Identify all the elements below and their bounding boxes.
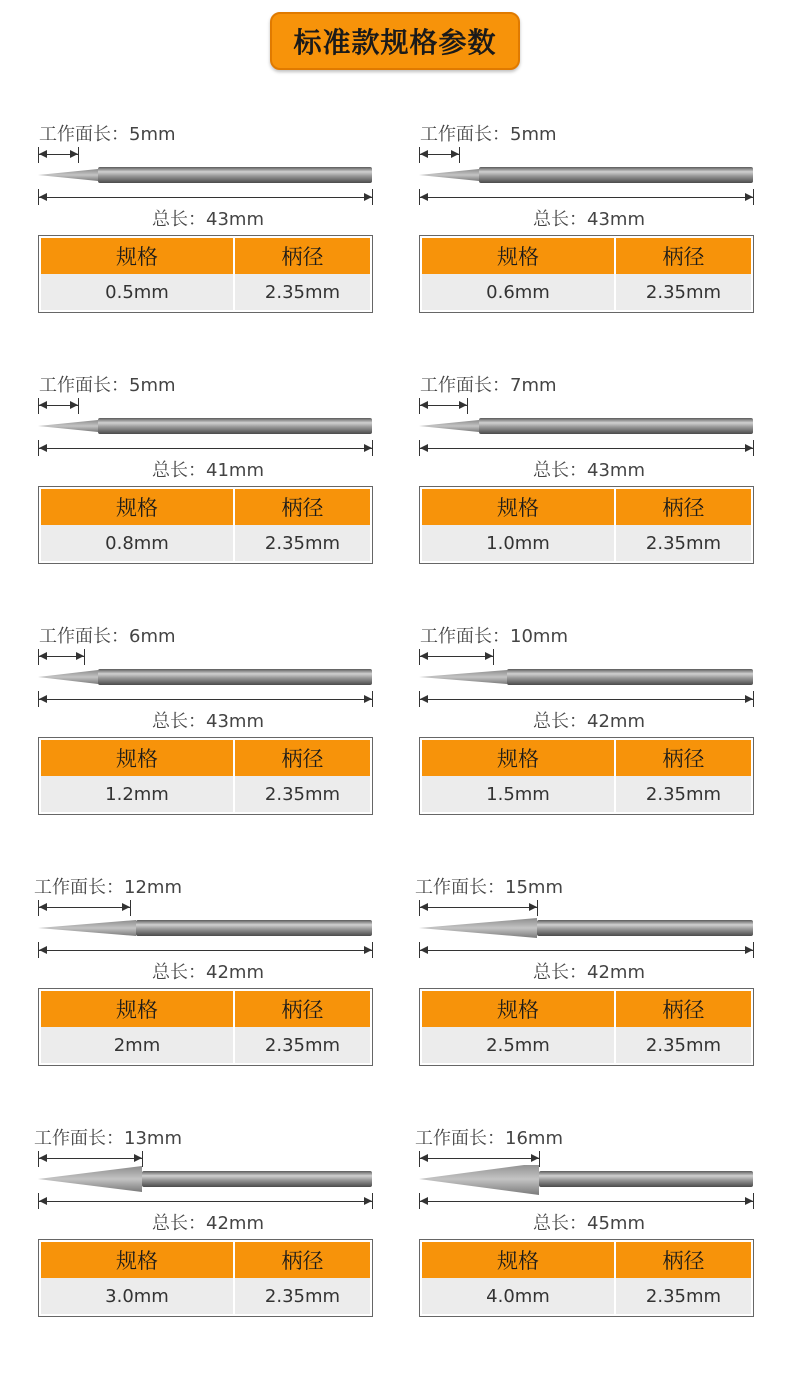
- spec-table: [38, 737, 373, 815]
- spec-value: 2mm: [41, 1027, 235, 1063]
- shank-value: 2.35mm: [645, 783, 722, 805]
- arrow-right-icon: [745, 1197, 753, 1205]
- spec-table-header: [41, 238, 370, 274]
- total-dimension-line: [38, 448, 372, 449]
- total-length-prefix: 总长：: [533, 962, 587, 983]
- arrow-right-icon: [531, 1154, 539, 1162]
- work-length-value: 7mm: [510, 375, 557, 396]
- arrow-left-icon: [39, 903, 47, 911]
- work-length-value: 13mm: [124, 1128, 182, 1149]
- header-shank: 柄径: [281, 245, 324, 269]
- arrow-right-icon: [76, 652, 84, 660]
- total-length-prefix: 总长：: [533, 460, 587, 481]
- header-spec: 规格: [41, 740, 235, 776]
- spec-table: [38, 1239, 373, 1317]
- work-length-label: [39, 627, 176, 647]
- spec-table-row: [422, 776, 751, 812]
- total-length-value: 43mm: [206, 209, 264, 230]
- arrow-left-icon: [39, 695, 47, 703]
- work-length-label: [415, 1129, 563, 1149]
- header-shank: 柄径: [281, 747, 324, 771]
- arrow-right-icon: [70, 401, 78, 409]
- total-length-label: [38, 963, 378, 983]
- work-length-prefix: 工作面长：: [420, 375, 510, 396]
- arrow-right-icon: [459, 401, 467, 409]
- work-length-prefix: 工作面长：: [34, 877, 124, 898]
- total-dimension-tick: [372, 189, 373, 205]
- arrow-left-icon: [39, 444, 47, 452]
- total-length-label: [419, 712, 759, 732]
- total-length-prefix: 总长：: [152, 962, 206, 983]
- total-dimension-line: [38, 197, 372, 198]
- total-length-value: 45mm: [587, 1213, 645, 1234]
- total-dimension-line: [419, 950, 753, 951]
- spec-value: 0.8mm: [41, 525, 235, 561]
- total-length-value: 42mm: [206, 962, 264, 983]
- spec-table: [38, 235, 373, 313]
- arrow-right-icon: [485, 652, 493, 660]
- spec-table: [38, 486, 373, 564]
- shank-value: 2.35mm: [264, 783, 341, 805]
- work-length-prefix: 工作面长：: [39, 626, 129, 647]
- spec-table-header: [41, 991, 370, 1027]
- total-length-prefix: 总长：: [152, 460, 206, 481]
- header-spec: 规格: [422, 991, 616, 1027]
- spec-table-row: [422, 1027, 751, 1063]
- arrow-right-icon: [122, 903, 130, 911]
- work-length-value: 5mm: [510, 124, 557, 145]
- header-spec: 规格: [422, 1242, 616, 1278]
- spec-card: [38, 627, 378, 847]
- work-length-value: 16mm: [505, 1128, 563, 1149]
- spec-table-row: [422, 274, 751, 310]
- work-length-label: [420, 627, 568, 647]
- spec-table: [419, 486, 754, 564]
- spec-card: [415, 877, 759, 1098]
- spec-table-header: [422, 1242, 751, 1278]
- engraving-bit-illustration: [38, 412, 378, 442]
- total-length-prefix: 总长：: [152, 711, 206, 732]
- spec-card: [34, 1128, 378, 1349]
- arrow-right-icon: [364, 444, 372, 452]
- spec-value: 1.2mm: [41, 776, 235, 812]
- work-length-label: [34, 878, 182, 898]
- spec-card: [38, 125, 378, 345]
- arrow-left-icon: [420, 903, 428, 911]
- header-shank: 柄径: [281, 998, 324, 1022]
- total-dimension-tick: [753, 1193, 754, 1209]
- spec-value: 1.0mm: [422, 525, 616, 561]
- header-shank: 柄径: [662, 998, 705, 1022]
- total-length-label: [38, 1214, 378, 1234]
- total-dimension-tick: [372, 1193, 373, 1209]
- total-dimension-tick: [372, 691, 373, 707]
- total-length-value: 43mm: [206, 711, 264, 732]
- spec-card: [415, 1128, 759, 1349]
- work-length-value: 5mm: [129, 124, 176, 145]
- header-shank: 柄径: [662, 245, 705, 269]
- header-shank: 柄径: [281, 1249, 324, 1273]
- arrow-right-icon: [529, 903, 537, 911]
- spec-table-row: [41, 274, 370, 310]
- total-length-prefix: 总长：: [533, 209, 587, 230]
- engraving-bit-illustration: [419, 663, 759, 693]
- engraving-bit-illustration: [38, 663, 378, 693]
- arrow-right-icon: [364, 946, 372, 954]
- shank-value: 2.35mm: [264, 532, 341, 554]
- spec-table-row: [41, 525, 370, 561]
- spec-table-header: [41, 489, 370, 525]
- header-spec: 规格: [41, 991, 235, 1027]
- spec-table: [419, 988, 754, 1066]
- work-dimension-line: [419, 1158, 539, 1159]
- engraving-bit-illustration: [419, 914, 759, 944]
- header-shank: 柄径: [662, 496, 705, 520]
- total-dimension-tick: [753, 440, 754, 456]
- engraving-bit-illustration: [38, 914, 378, 944]
- arrow-left-icon: [39, 946, 47, 954]
- work-length-value: 5mm: [129, 375, 176, 396]
- work-length-label: [39, 125, 176, 145]
- total-length-label: [38, 461, 378, 481]
- engraving-bit-illustration: [419, 1165, 759, 1195]
- arrow-right-icon: [745, 695, 753, 703]
- header-spec: 规格: [41, 238, 235, 274]
- total-length-value: 41mm: [206, 460, 264, 481]
- spec-table-row: [422, 525, 751, 561]
- work-length-label: [420, 125, 557, 145]
- page-title: 标准款规格参数: [270, 12, 520, 70]
- total-dimension-tick: [372, 440, 373, 456]
- arrow-right-icon: [745, 444, 753, 452]
- arrow-right-icon: [745, 946, 753, 954]
- total-length-prefix: 总长：: [533, 711, 587, 732]
- arrow-right-icon: [745, 193, 753, 201]
- engraving-bit-illustration: [419, 161, 759, 191]
- total-length-value: 43mm: [587, 460, 645, 481]
- spec-table-row: [41, 1278, 370, 1314]
- spec-table-header: [422, 238, 751, 274]
- work-dimension-line: [38, 907, 130, 908]
- total-length-prefix: 总长：: [533, 1213, 587, 1234]
- arrow-left-icon: [420, 652, 428, 660]
- work-dimension-line: [419, 656, 493, 657]
- work-length-prefix: 工作面长：: [420, 626, 510, 647]
- spec-table: [419, 1239, 754, 1317]
- arrow-right-icon: [364, 1197, 372, 1205]
- spec-table-row: [41, 1027, 370, 1063]
- arrow-left-icon: [420, 150, 428, 158]
- header-shank: 柄径: [662, 1249, 705, 1273]
- arrow-left-icon: [39, 401, 47, 409]
- arrow-left-icon: [39, 1197, 47, 1205]
- total-length-value: 43mm: [587, 209, 645, 230]
- engraving-bit-illustration: [419, 412, 759, 442]
- arrow-right-icon: [134, 1154, 142, 1162]
- shank-value: 2.35mm: [264, 281, 341, 303]
- spec-table-row: [422, 1278, 751, 1314]
- header-spec: 规格: [422, 238, 616, 274]
- header-spec: 规格: [41, 489, 235, 525]
- arrow-right-icon: [70, 150, 78, 158]
- arrow-left-icon: [420, 946, 428, 954]
- arrow-left-icon: [420, 401, 428, 409]
- shank-value: 2.35mm: [645, 281, 722, 303]
- engraving-bit-illustration: [38, 161, 378, 191]
- total-dimension-line: [38, 1201, 372, 1202]
- total-dimension-line: [38, 699, 372, 700]
- spec-value: 4.0mm: [422, 1278, 616, 1314]
- spec-table-header: [41, 740, 370, 776]
- total-dimension-line: [419, 448, 753, 449]
- total-length-label: [38, 712, 378, 732]
- total-length-label: [38, 210, 378, 230]
- total-dimension-line: [419, 699, 753, 700]
- spec-card: [38, 376, 378, 596]
- work-length-prefix: 工作面长：: [415, 877, 505, 898]
- work-length-value: 6mm: [129, 626, 176, 647]
- work-length-prefix: 工作面长：: [39, 124, 129, 145]
- total-length-label: [419, 461, 759, 481]
- engraving-bit-illustration: [38, 1165, 378, 1195]
- spec-card: [419, 125, 759, 345]
- total-dimension-tick: [753, 691, 754, 707]
- work-length-value: 15mm: [505, 877, 563, 898]
- total-length-prefix: 总长：: [152, 1213, 206, 1234]
- spec-table: [419, 235, 754, 313]
- work-length-prefix: 工作面长：: [420, 124, 510, 145]
- header-shank: 柄径: [281, 496, 324, 520]
- total-length-value: 42mm: [587, 962, 645, 983]
- arrow-left-icon: [420, 695, 428, 703]
- header-spec: 规格: [422, 740, 616, 776]
- spec-table-header: [41, 1242, 370, 1278]
- work-length-prefix: 工作面长：: [415, 1128, 505, 1149]
- total-dimension-line: [38, 950, 372, 951]
- arrow-left-icon: [420, 1197, 428, 1205]
- arrow-left-icon: [39, 193, 47, 201]
- total-length-label: [419, 963, 759, 983]
- total-length-value: 42mm: [587, 711, 645, 732]
- total-length-label: [419, 210, 759, 230]
- spec-table-header: [422, 489, 751, 525]
- spec-table-row: [41, 776, 370, 812]
- arrow-right-icon: [364, 193, 372, 201]
- arrow-left-icon: [420, 1154, 428, 1162]
- arrow-left-icon: [39, 652, 47, 660]
- work-length-prefix: 工作面长：: [34, 1128, 124, 1149]
- total-dimension-tick: [753, 942, 754, 958]
- arrow-left-icon: [420, 193, 428, 201]
- total-dimension-tick: [753, 189, 754, 205]
- arrow-left-icon: [39, 1154, 47, 1162]
- total-length-prefix: 总长：: [152, 209, 206, 230]
- spec-value: 2.5mm: [422, 1027, 616, 1063]
- spec-table: [38, 988, 373, 1066]
- work-dimension-line: [419, 907, 537, 908]
- shank-value: 2.35mm: [264, 1034, 341, 1056]
- total-dimension-line: [419, 1201, 753, 1202]
- work-length-value: 10mm: [510, 626, 568, 647]
- spec-table-header: [422, 991, 751, 1027]
- spec-value: 3.0mm: [41, 1278, 235, 1314]
- arrow-left-icon: [39, 150, 47, 158]
- work-length-label: [415, 878, 563, 898]
- spec-value: 1.5mm: [422, 776, 616, 812]
- work-length-label: [34, 1129, 182, 1149]
- header-spec: 规格: [41, 1242, 235, 1278]
- work-dimension-line: [38, 1158, 142, 1159]
- total-dimension-line: [419, 197, 753, 198]
- spec-value: 0.5mm: [41, 274, 235, 310]
- total-length-label: [419, 1214, 759, 1234]
- spec-value: 0.6mm: [422, 274, 616, 310]
- spec-table: [419, 737, 754, 815]
- arrow-right-icon: [451, 150, 459, 158]
- shank-value: 2.35mm: [645, 1285, 722, 1307]
- arrow-left-icon: [420, 444, 428, 452]
- header-shank: 柄径: [662, 747, 705, 771]
- spec-table-header: [422, 740, 751, 776]
- work-length-value: 12mm: [124, 877, 182, 898]
- spec-card: [34, 877, 378, 1098]
- work-length-label: [39, 376, 176, 396]
- work-length-label: [420, 376, 557, 396]
- shank-value: 2.35mm: [645, 532, 722, 554]
- spec-card: [419, 376, 759, 596]
- shank-value: 2.35mm: [264, 1285, 341, 1307]
- spec-card: [419, 627, 759, 847]
- total-dimension-tick: [372, 942, 373, 958]
- arrow-right-icon: [364, 695, 372, 703]
- header-spec: 规格: [422, 489, 616, 525]
- shank-value: 2.35mm: [645, 1034, 722, 1056]
- work-length-prefix: 工作面长：: [39, 375, 129, 396]
- total-length-value: 42mm: [206, 1213, 264, 1234]
